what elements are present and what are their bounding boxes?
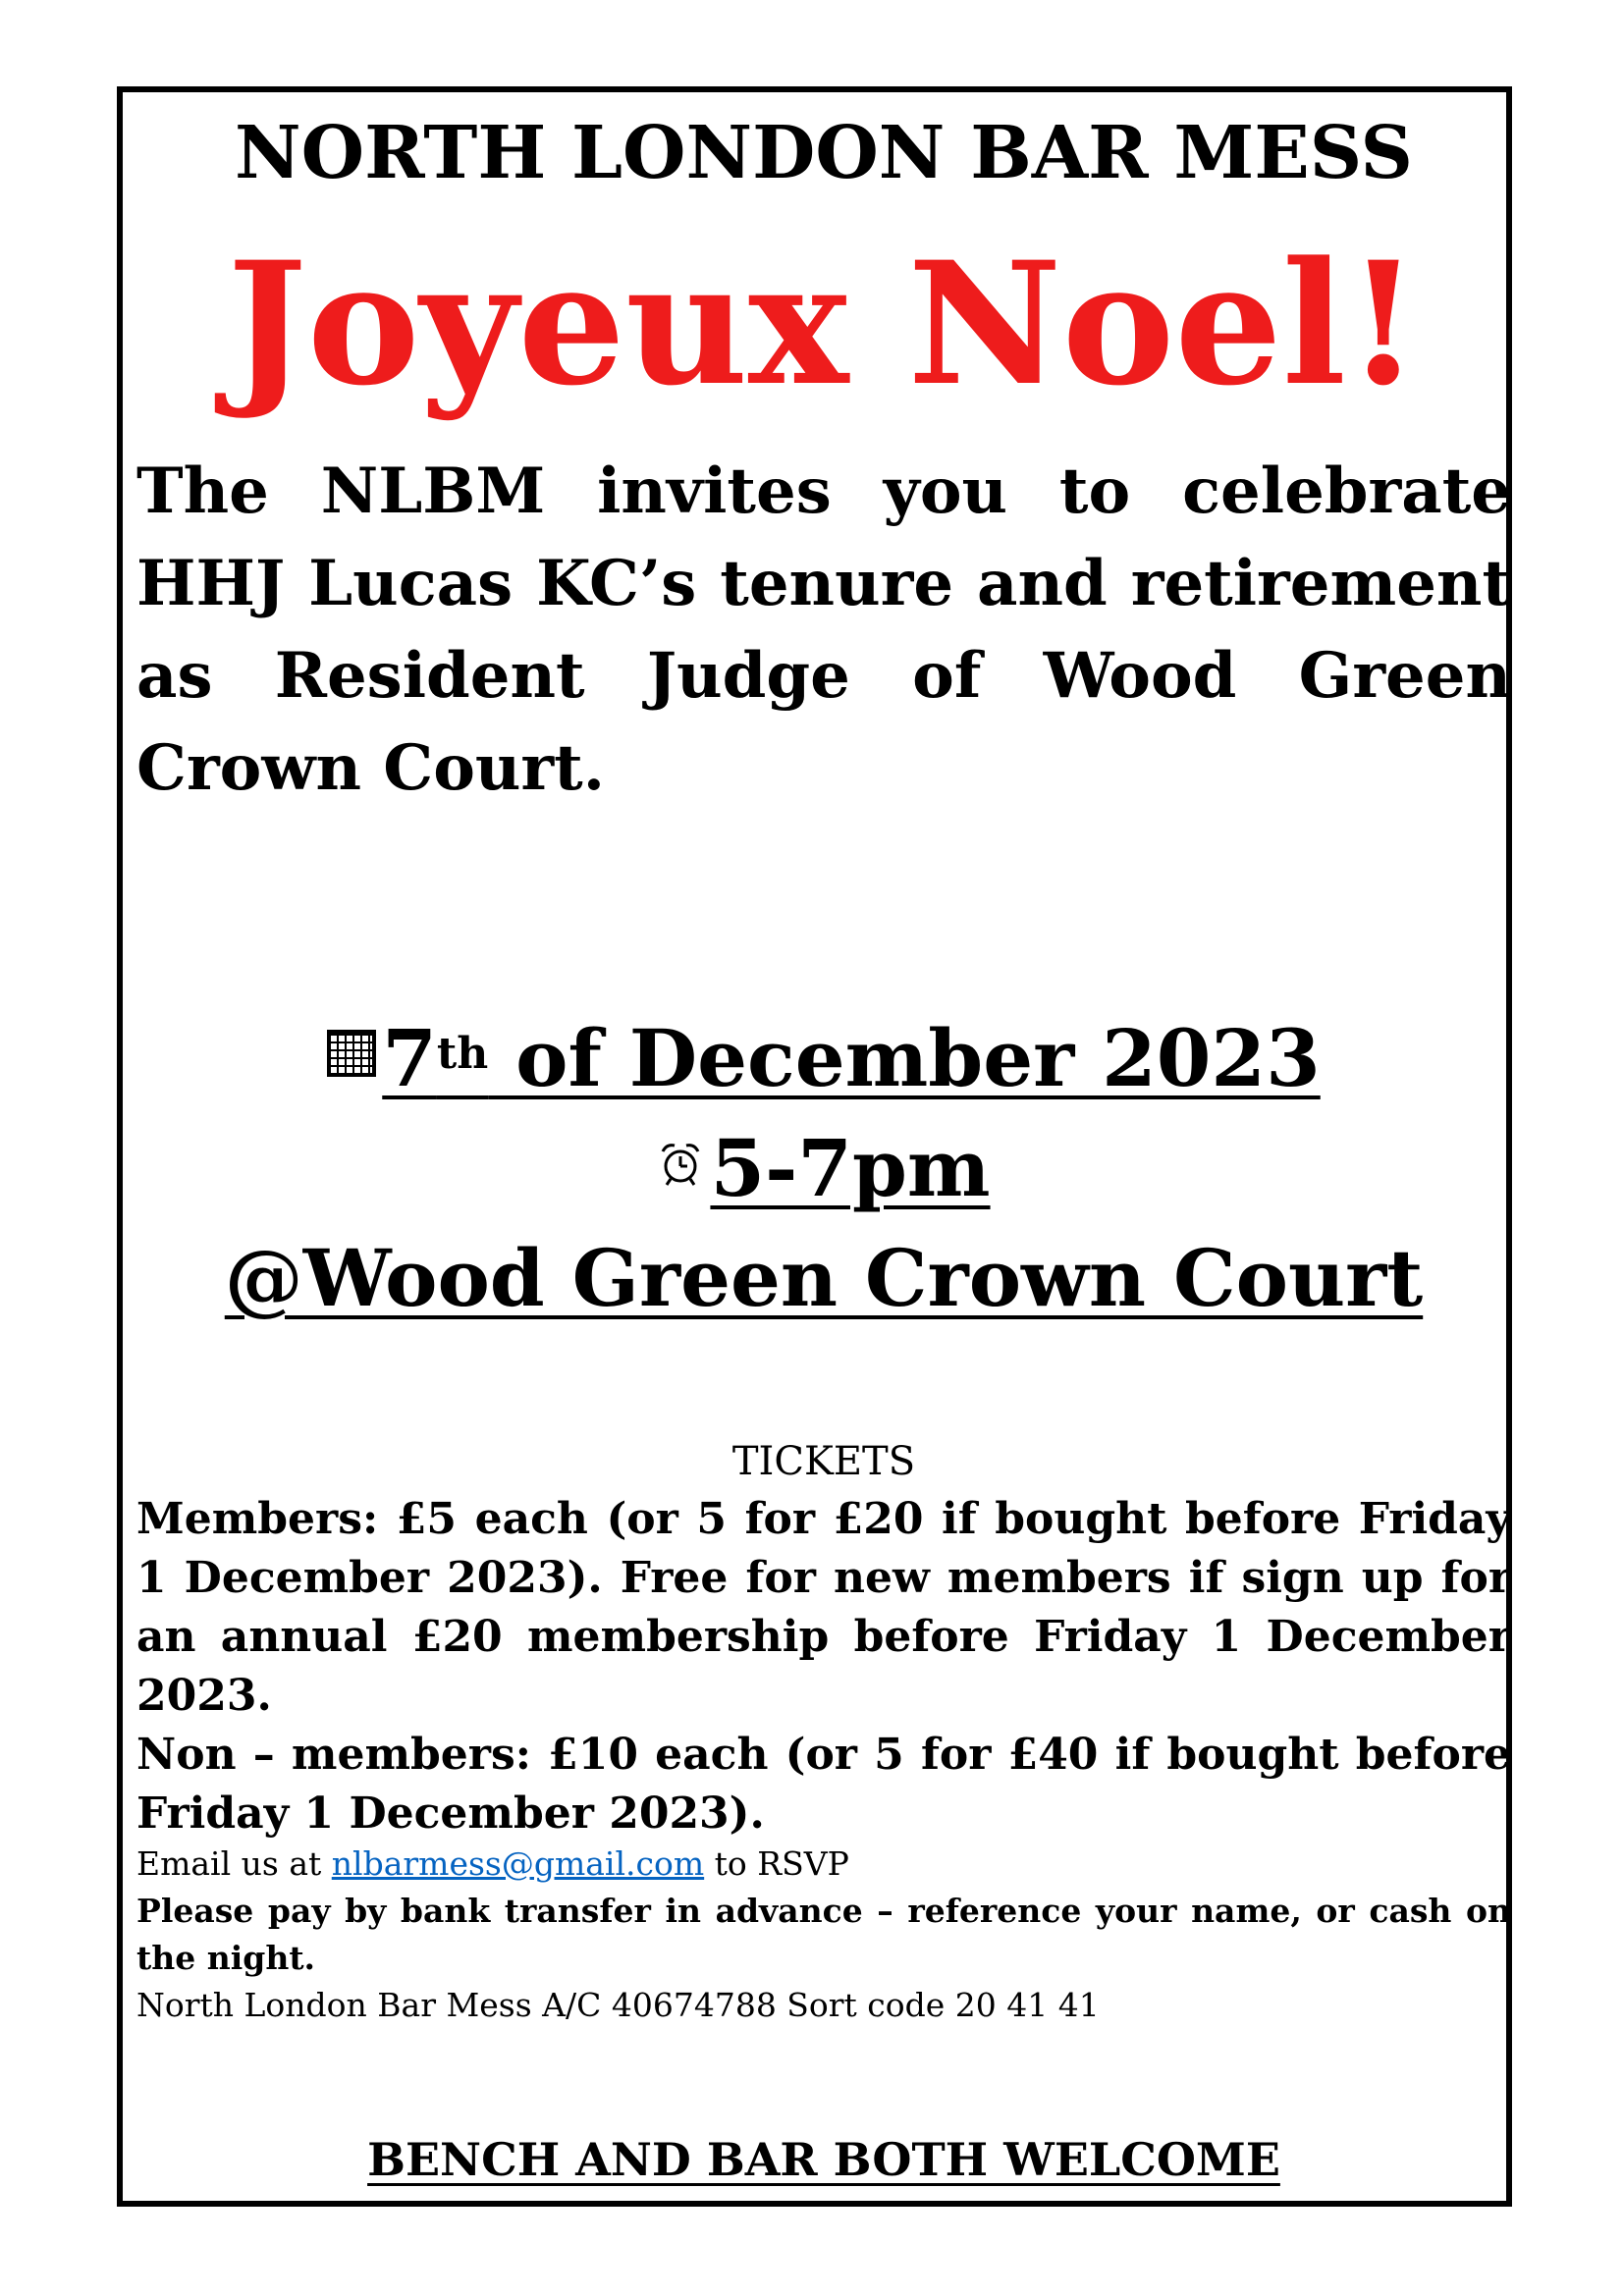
event-date-rest: of December 2023 bbox=[488, 1012, 1321, 1104]
email-link[interactable]: nlbarmess@gmail.com bbox=[331, 1844, 705, 1883]
event-date-day: 7 bbox=[382, 1012, 437, 1104]
tickets-section bbox=[136, 1433, 1511, 1843]
contact-section bbox=[136, 1841, 1511, 2029]
event-venue-line bbox=[136, 1223, 1511, 1333]
tickets-non-members: Non – members: £10 each (or 5 for £40 if bought before Friday 1 December 2023). bbox=[136, 1730, 1511, 1839]
payment-instructions: Please pay by bank transfer in advance – reference your name, or cash on the night. bbox=[136, 1892, 1511, 1977]
event-time: 5-7pm bbox=[710, 1122, 991, 1214]
rsvp-line bbox=[136, 1841, 1511, 1888]
tickets-heading: TICKETS bbox=[731, 1439, 916, 1484]
event-time-line bbox=[136, 1113, 1511, 1223]
greeting-headline: Joyeux Noel! bbox=[227, 224, 1421, 423]
rsvp-suffix: to RSVP bbox=[704, 1844, 849, 1883]
closing-message: BENCH AND BAR BOTH WELCOME bbox=[367, 2133, 1280, 2186]
alarm-clock-icon bbox=[657, 1140, 704, 1187]
event-venue: @Wood Green Crown Court bbox=[224, 1232, 1424, 1324]
event-date-line bbox=[136, 1003, 1511, 1113]
event-date-suffix: th bbox=[436, 1029, 489, 1079]
bank-details: North London Bar Mess A/C 40674788 Sort code 20 41 41 bbox=[136, 1986, 1100, 2024]
tickets-members: Members: £5 each (or 5 for £20 if bought before Friday 1 December 2023). Free for new members if sign up for an annual £20 membership before Friday 1 December 2023. bbox=[136, 1494, 1511, 1721]
organisation-title: NORTH LONDON BAR MESS bbox=[234, 111, 1413, 195]
rsvp-prefix: Email us at bbox=[136, 1844, 332, 1883]
calendar-icon bbox=[327, 1030, 376, 1077]
event-details bbox=[136, 1003, 1511, 1333]
invitation-text: The NLBM invites you to celebrate HHJ Lucas KC’s tenure and retirement as Resident Judge of Wood Green Crown Court. bbox=[136, 454, 1511, 805]
